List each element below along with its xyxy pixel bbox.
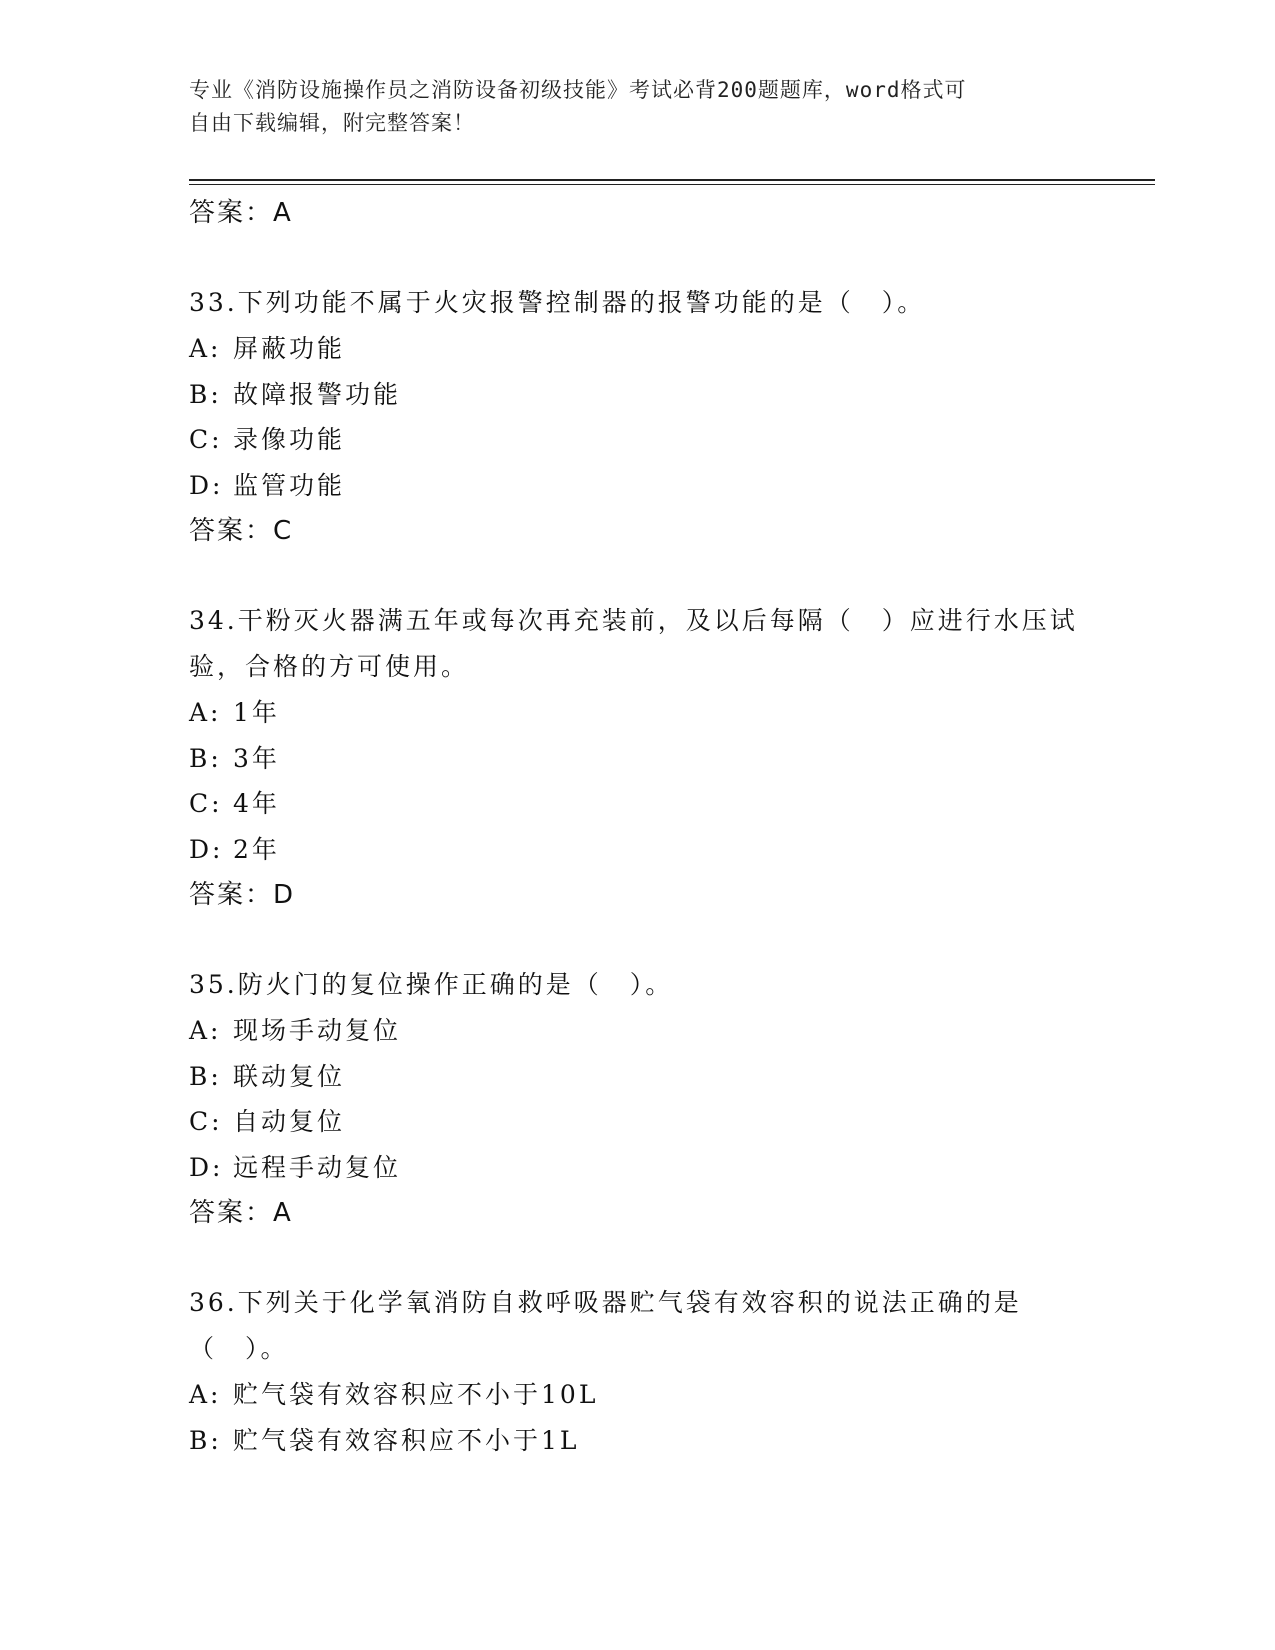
option-key: A: bbox=[189, 1016, 222, 1045]
option-c bbox=[189, 417, 1089, 463]
option-text: 自动复位 bbox=[233, 1107, 346, 1136]
answer-line: 答案：C bbox=[189, 516, 294, 546]
option-d bbox=[189, 463, 1089, 509]
option-text: 2年 bbox=[233, 834, 280, 864]
header-rule-thin bbox=[189, 184, 1155, 185]
option-key: D: bbox=[189, 1152, 224, 1182]
option-b bbox=[189, 736, 1089, 782]
option-key: B: bbox=[189, 1061, 222, 1091]
option-b bbox=[189, 1418, 1089, 1464]
option-text: 现场手动复位 bbox=[233, 1016, 402, 1045]
option-a bbox=[189, 1372, 1089, 1418]
answer-line: 答案：A bbox=[189, 198, 293, 228]
header-line-2: 自由下载编辑，附完整答案！ bbox=[189, 111, 475, 135]
option-a bbox=[189, 326, 1089, 372]
question-block bbox=[189, 280, 1089, 554]
option-text: 贮气袋有效容积应不小于1L bbox=[233, 1425, 580, 1455]
option-text: 远程手动复位 bbox=[233, 1152, 402, 1182]
option-text: 联动复位 bbox=[233, 1061, 346, 1091]
option-a bbox=[189, 690, 1089, 736]
option-b bbox=[189, 1054, 1089, 1100]
option-key: D: bbox=[189, 470, 224, 500]
header-rule-thick bbox=[189, 179, 1155, 181]
answer-line: 答案：D bbox=[189, 880, 296, 910]
option-text: 屏蔽功能 bbox=[233, 334, 346, 363]
question-stem: 35.防火门的复位操作正确的是（ ）。 bbox=[189, 970, 674, 999]
option-text: 3年 bbox=[233, 743, 280, 773]
option-c bbox=[189, 781, 1089, 827]
option-a bbox=[189, 1008, 1089, 1054]
option-text: 贮气袋有效容积应不小于10L bbox=[233, 1380, 599, 1409]
question-block bbox=[189, 598, 1089, 918]
answer-line: 答案：A bbox=[189, 1198, 293, 1228]
document-header bbox=[189, 74, 1069, 140]
option-text: 录像功能 bbox=[233, 425, 346, 454]
question-stem: 36.下列关于化学氧消防自救呼吸器贮气袋有效容积的说法正确的是（ ）。 bbox=[189, 1288, 1022, 1363]
option-c bbox=[189, 1099, 1089, 1145]
option-key: A: bbox=[189, 1380, 222, 1409]
option-key: C: bbox=[189, 789, 223, 818]
option-key: C: bbox=[189, 1107, 223, 1136]
option-key: B: bbox=[189, 1425, 222, 1455]
question-stem: 33.下列功能不属于火灾报警控制器的报警功能的是（ ）。 bbox=[189, 288, 926, 317]
option-key: B: bbox=[189, 743, 222, 773]
question-block bbox=[189, 1280, 1089, 1463]
option-key: A: bbox=[189, 334, 222, 363]
option-key: C: bbox=[189, 425, 223, 454]
option-b bbox=[189, 372, 1089, 418]
option-text: 故障报警功能 bbox=[233, 379, 402, 409]
option-text: 监管功能 bbox=[233, 470, 346, 500]
question-list bbox=[189, 190, 1089, 1507]
question-stem: 34.干粉灭火器满五年或每次再充装前，及以后每隔（ ）应进行水压试验，合格的方可使用。 bbox=[189, 606, 1078, 681]
option-d bbox=[189, 1145, 1089, 1191]
option-text: 4年 bbox=[233, 789, 280, 818]
option-key: B: bbox=[189, 379, 222, 409]
option-text: 1年 bbox=[233, 698, 280, 727]
question-block bbox=[189, 962, 1089, 1236]
header-line-1: 专业《消防设施操作员之消防设备初级技能》考试必背200题题库，word格式可 bbox=[189, 78, 967, 102]
option-key: A: bbox=[189, 698, 222, 727]
option-d bbox=[189, 827, 1089, 873]
option-key: D: bbox=[189, 834, 224, 864]
